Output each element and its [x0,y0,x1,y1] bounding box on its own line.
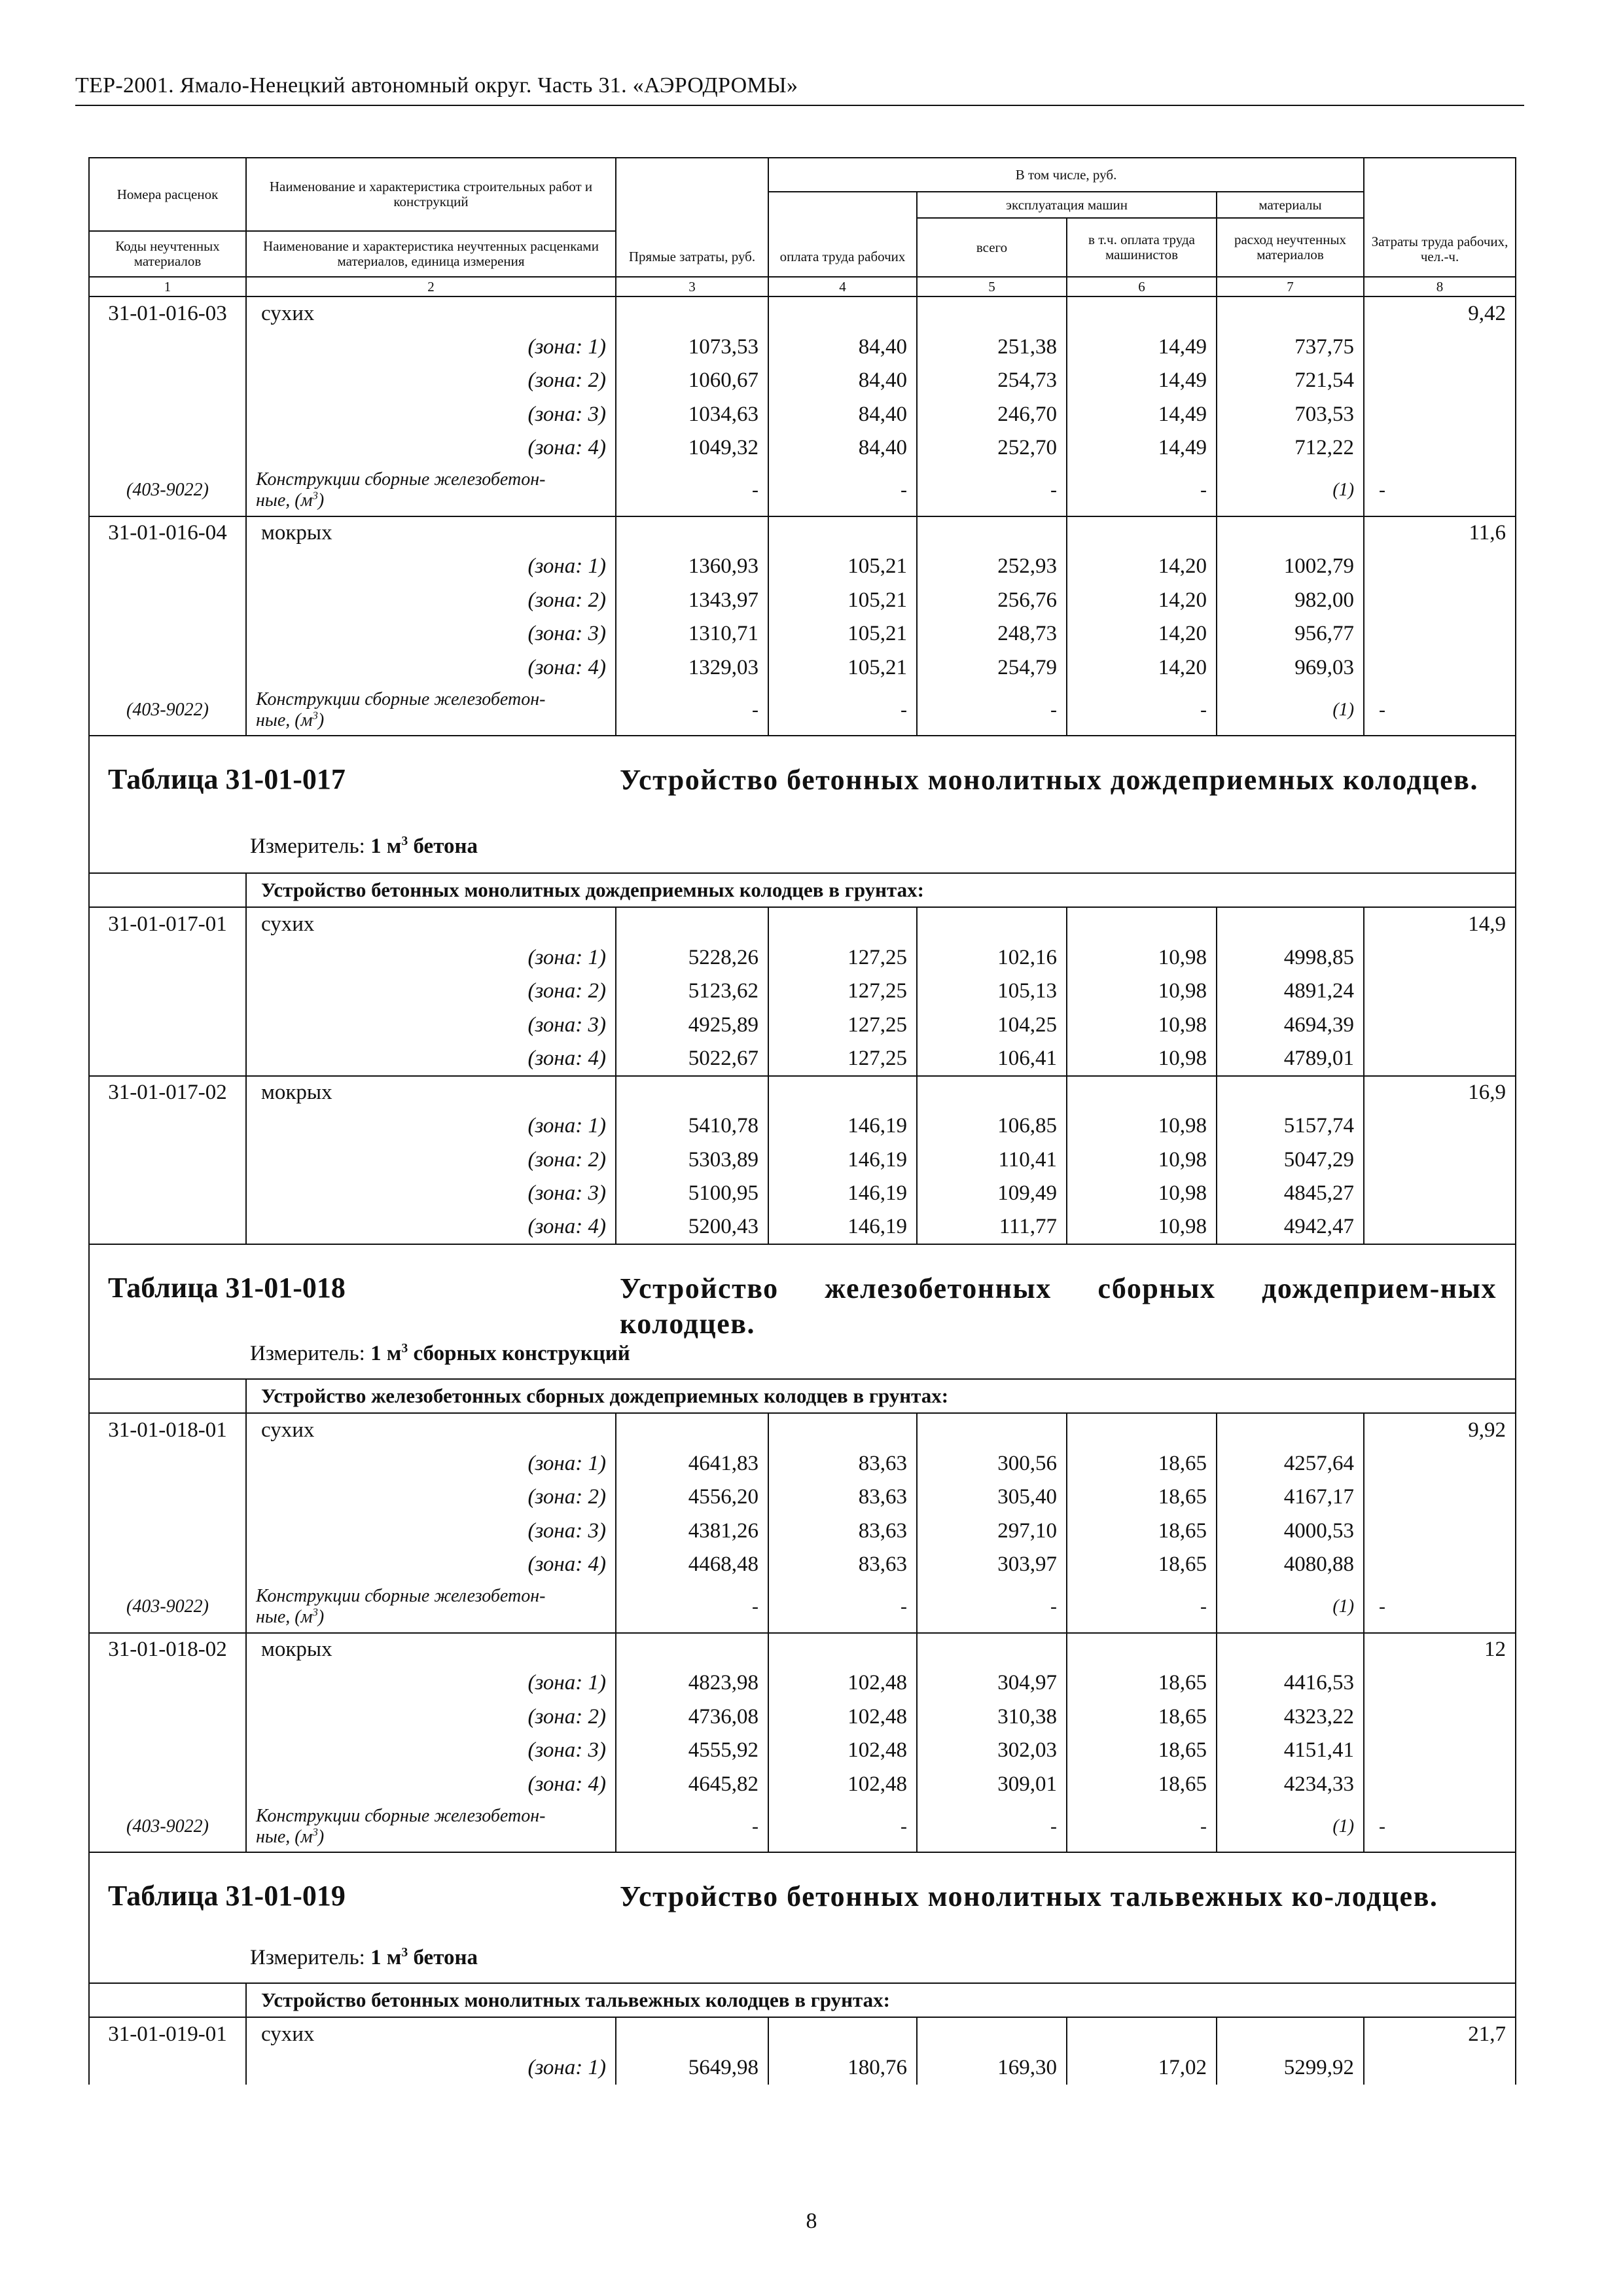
table-row [89,1009,1516,1043]
table-row [89,1177,1516,1211]
materials-cost: 1002,79 [1217,550,1364,584]
col-num-8: 8 [1364,277,1516,296]
zone-label: (зона: 2) [246,975,616,1009]
materials-cost: 4151,41 [1217,1734,1364,1768]
rate-code: 31-01-017-01 [89,907,246,941]
materials-cost: 4416,53 [1217,1666,1364,1700]
machine-total: 304,97 [917,1666,1067,1700]
machine-total: 104,25 [917,1009,1067,1043]
table-row [89,1480,1516,1515]
labor-cost: 16,9 [1364,1076,1516,1110]
col-num-3: 3 [616,277,768,296]
machine-total: 310,38 [917,1700,1067,1734]
table-section-018 [89,1244,1516,1379]
operator-pay: 10,98 [1067,1143,1217,1177]
operator-pay: 14,20 [1067,651,1217,685]
material-code: (403-9022) [89,685,246,736]
material-row [89,1582,1516,1633]
machine-total: 300,56 [917,1447,1067,1481]
page-number: 8 [806,2209,817,2233]
materials-cost: 737,75 [1217,331,1364,365]
rate-code: 31-01-016-04 [89,516,246,550]
operator-pay: 14,20 [1067,550,1217,584]
machine-total: 106,85 [917,1109,1067,1143]
materials-cost: 5299,92 [1217,2051,1364,2085]
zone-label: (зона: 4) [246,1042,616,1076]
table-row [89,907,1516,941]
worker-pay: 146,19 [768,1211,917,1245]
rate-name: мокрых [246,516,616,550]
machine-total: 254,73 [917,364,1067,398]
table-section-017 [89,736,1516,873]
table-row [89,296,1516,331]
direct-cost: 5649,98 [616,2051,768,2085]
materials-cost: 969,03 [1217,651,1364,685]
zone-label: (зона: 1) [246,1447,616,1481]
dash: - [917,1801,1067,1852]
labor-cost: 9,42 [1364,296,1516,331]
col4-header: оплата труда рабочих [768,192,917,277]
subheader-text: Устройство бетонных монолитных тальвежных колодцев в грунтах: [246,1983,1516,2017]
col1-header-b: Коды неучтенных материалов [89,231,246,277]
worker-pay: 127,25 [768,941,917,975]
materials-cost: 4942,47 [1217,1211,1364,1245]
materials-cost: 4845,27 [1217,1177,1364,1211]
worker-pay: 146,19 [768,1177,917,1211]
materials-cost: 5157,74 [1217,1109,1364,1143]
dash: - [1067,465,1217,516]
zone-label: (зона: 3) [246,1009,616,1043]
col2-header-b: Наименование и характеристика неучтенных расценками материалов, единица измерения [246,231,616,277]
section-subheader [89,1379,1516,1413]
direct-cost: 4556,20 [616,1480,768,1515]
zone-label: (зона: 1) [246,2051,616,2085]
worker-pay: 102,48 [768,1666,917,1700]
dash: - [1364,685,1516,736]
col2-header-a: Наименование и характеристика строительных работ и конструкций [246,158,616,231]
table-row [89,975,1516,1009]
direct-cost: 5228,26 [616,941,768,975]
operator-pay: 14,49 [1067,364,1217,398]
direct-cost: 4555,92 [616,1734,768,1768]
direct-cost: 1049,32 [616,431,768,465]
worker-pay: 146,19 [768,1143,917,1177]
worker-pay: 102,48 [768,1734,917,1768]
dash: - [1364,465,1516,516]
worker-pay: 84,40 [768,398,917,432]
col5-header: всего [917,218,1067,277]
worker-pay: 84,40 [768,431,917,465]
dash: - [616,465,768,516]
section-title: Устройство бетонных монолитных дождеприемных колодцев. [620,764,1478,796]
col-num-5: 5 [917,277,1067,296]
table-row [89,1413,1516,1447]
operator-pay: 18,65 [1067,1666,1217,1700]
worker-pay: 127,25 [768,1009,917,1043]
section-title: Устройство бетонных монолитных тальвежных ко-лодцев. [620,1880,1438,1912]
dash: - [917,685,1067,736]
worker-pay: 105,21 [768,617,917,651]
material-code: (403-9022) [89,1582,246,1633]
table-row [89,431,1516,465]
materials-cost: 4234,33 [1217,1768,1364,1802]
direct-cost: 5303,89 [616,1143,768,1177]
price-table-container [88,157,1515,2085]
section-title: Устройство железобетонных сборных дождеприем-ных колодцев. [620,1272,1497,1340]
worker-pay: 105,21 [768,584,917,618]
table-row [89,398,1516,432]
material-qty: (1) [1217,1801,1364,1852]
zone-label: (зона: 3) [246,1734,616,1768]
zone-label: (зона: 2) [246,1700,616,1734]
table-row [89,1447,1516,1481]
zone-label: (зона: 3) [246,1177,616,1211]
table-row [89,516,1516,550]
machine-total: 254,79 [917,651,1067,685]
zone-label: (зона: 1) [246,550,616,584]
zone-label: (зона: 1) [246,331,616,365]
table-row [89,1076,1516,1110]
materials-cost: 5047,29 [1217,1143,1364,1177]
labor-cost: 12 [1364,1633,1516,1667]
operator-pay: 14,20 [1067,584,1217,618]
direct-cost: 1310,71 [616,617,768,651]
rate-code: 31-01-018-01 [89,1413,246,1447]
rate-name: сухих [246,2017,616,2051]
table-row [89,1515,1516,1549]
dash: - [768,1582,917,1633]
machine-total: 105,13 [917,975,1067,1009]
zone-label: (зона: 4) [246,1768,616,1802]
material-row [89,1801,1516,1852]
worker-pay: 83,63 [768,1480,917,1515]
material-qty: (1) [1217,685,1364,736]
subheader-text: Устройство бетонных монолитных дождеприемных колодцев в грунтах: [246,873,1516,907]
zone-label: (зона: 1) [246,1666,616,1700]
operator-pay: 10,98 [1067,1211,1217,1245]
material-name: Конструкции сборные железобетон- ные, $(м^3)$ [246,465,616,516]
materials-cost: 4789,01 [1217,1042,1364,1076]
material-qty: (1) [1217,465,1364,516]
worker-pay: 102,48 [768,1700,917,1734]
dash: - [616,1801,768,1852]
incl-header: В том числе, руб. [768,158,1364,192]
machine-total: 309,01 [917,1768,1067,1802]
machine-total: 111,77 [917,1211,1067,1245]
direct-cost: 1343,97 [616,584,768,618]
rate-code: 31-01-016-03 [89,296,246,331]
table-row [89,584,1516,618]
operator-pay: 18,65 [1067,1548,1217,1582]
materials-cost: 703,53 [1217,398,1364,432]
operator-pay: 18,65 [1067,1768,1217,1802]
col6-header: в т.ч. оплата труда машинистов [1067,218,1217,277]
zone-label: (зона: 1) [246,1109,616,1143]
rate-name: мокрых [246,1633,616,1667]
dash: - [1067,1801,1217,1852]
material-code: (403-9022) [89,465,246,516]
zone-label: (зона: 2) [246,1480,616,1515]
operator-pay: 18,65 [1067,1480,1217,1515]
machine-total: 252,93 [917,550,1067,584]
operator-pay: 10,98 [1067,1009,1217,1043]
table-row [89,2017,1516,2051]
price-table [88,157,1516,2085]
section-measure: Измеритель: 1 $м^3$ сборных конструкций [250,1341,630,1365]
dash: - [768,465,917,516]
zone-label: (зона: 4) [246,651,616,685]
materials-cost: 956,77 [1217,617,1364,651]
zone-label: (зона: 3) [246,1515,616,1549]
table-row [89,1042,1516,1076]
worker-pay: 146,19 [768,1109,917,1143]
col7-header: расход неучтенных материалов [1217,218,1364,277]
materials-cost: 982,00 [1217,584,1364,618]
dash: - [768,685,917,736]
dash: - [917,465,1067,516]
rate-code: 31-01-019-01 [89,2017,246,2051]
table-row [89,617,1516,651]
table-row [89,1548,1516,1582]
operator-pay: 18,65 [1067,1447,1217,1481]
operator-pay: 10,98 [1067,1042,1217,1076]
machine-total: 248,73 [917,617,1067,651]
table-row [89,651,1516,685]
operator-pay: 14,20 [1067,617,1217,651]
machine-total: 246,70 [917,398,1067,432]
direct-cost: 4736,08 [616,1700,768,1734]
table-row [89,941,1516,975]
materials-cost: 712,22 [1217,431,1364,465]
worker-pay: 105,21 [768,651,917,685]
operator-pay: 10,98 [1067,975,1217,1009]
machine-total: 102,16 [917,941,1067,975]
exp-header: эксплуатация машин [917,192,1217,218]
worker-pay: 83,63 [768,1548,917,1582]
direct-cost: 1329,03 [616,651,768,685]
table-section-019 [89,1852,1516,1983]
zone-label: (зона: 3) [246,617,616,651]
material-name: Конструкции сборные железобетон- ные, $(м^3)$ [246,1801,616,1852]
machine-total: 169,30 [917,2051,1067,2085]
operator-pay: 18,65 [1067,1515,1217,1549]
zone-label: (зона: 1) [246,941,616,975]
table-row [89,331,1516,365]
labor-cost: 9,92 [1364,1413,1516,1447]
zone-label: (зона: 3) [246,398,616,432]
direct-cost: 5123,62 [616,975,768,1009]
direct-cost: 5410,78 [616,1109,768,1143]
machine-total: 297,10 [917,1515,1067,1549]
material-qty: (1) [1217,1582,1364,1633]
materials-cost: 4891,24 [1217,975,1364,1009]
labor-cost: 14,9 [1364,907,1516,941]
table-row [89,2051,1516,2085]
operator-pay: 14,49 [1067,431,1217,465]
direct-cost: 5200,43 [616,1211,768,1245]
machine-total: 110,41 [917,1143,1067,1177]
direct-cost: 4645,82 [616,1768,768,1802]
direct-cost: 5022,67 [616,1042,768,1076]
worker-pay: 127,25 [768,975,917,1009]
direct-cost: 4641,83 [616,1447,768,1481]
operator-pay: 18,65 [1067,1700,1217,1734]
rate-name: сухих [246,296,616,331]
dash: - [1067,1582,1217,1633]
zone-label: (зона: 4) [246,1548,616,1582]
machine-total: 251,38 [917,331,1067,365]
table-row [89,1211,1516,1245]
material-row [89,685,1516,736]
direct-cost: 4925,89 [616,1009,768,1043]
labor-cost: 11,6 [1364,516,1516,550]
labor-cost: 21,7 [1364,2017,1516,2051]
mats-header: материалы [1217,192,1364,218]
materials-cost: 721,54 [1217,364,1364,398]
col8-header: Затраты труда рабочих, чел.-ч. [1364,158,1516,277]
section-label: Таблица 31-01-019 [108,1880,346,1912]
direct-cost: 1034,63 [616,398,768,432]
rate-name: мокрых [246,1076,616,1110]
table-row [89,1734,1516,1768]
direct-cost: 4823,98 [616,1666,768,1700]
col-num-4: 4 [768,277,917,296]
direct-cost: 5100,95 [616,1177,768,1211]
col3-header: Прямые затраты, руб. [616,158,768,277]
dash: - [1067,685,1217,736]
direct-cost: 4468,48 [616,1548,768,1582]
machine-total: 106,41 [917,1042,1067,1076]
operator-pay: 10,98 [1067,1177,1217,1211]
zone-label: (зона: 2) [246,364,616,398]
material-name: Конструкции сборные железобетон- ные, $(м^3)$ [246,1582,616,1633]
table-row [89,1666,1516,1700]
rate-name: сухих [246,1413,616,1447]
section-measure: Измеритель: 1 $м^3$ бетона [250,834,478,858]
materials-cost: 4323,22 [1217,1700,1364,1734]
worker-pay: 83,63 [768,1515,917,1549]
rate-code: 31-01-018-02 [89,1633,246,1667]
operator-pay: 14,49 [1067,331,1217,365]
dash: - [1364,1801,1516,1852]
machine-total: 109,49 [917,1177,1067,1211]
materials-cost: 4000,53 [1217,1515,1364,1549]
operator-pay: 10,98 [1067,941,1217,975]
zone-label: (зона: 2) [246,584,616,618]
rate-code: 31-01-017-02 [89,1076,246,1110]
machine-total: 302,03 [917,1734,1067,1768]
table-row [89,364,1516,398]
material-name: Конструкции сборные железобетон- ные, $(м^3)$ [246,685,616,736]
worker-pay: 84,40 [768,364,917,398]
dash: - [1364,1582,1516,1633]
zone-label: (зона: 4) [246,431,616,465]
worker-pay: 180,76 [768,2051,917,2085]
table-row [89,1633,1516,1667]
section-subheader [89,873,1516,907]
materials-cost: 4998,85 [1217,941,1364,975]
page-header: ТЕР-2001. Ямало-Ненецкий автономный округ. Часть 31. «АЭРОДРОМЫ» [75,73,798,98]
operator-pay: 18,65 [1067,1734,1217,1768]
rate-name: сухих [246,907,616,941]
col-num-2: 2 [246,277,616,296]
operator-pay: 14,49 [1067,398,1217,432]
operator-pay: 10,98 [1067,1109,1217,1143]
materials-cost: 4694,39 [1217,1009,1364,1043]
material-row [89,465,1516,516]
dash: - [616,1582,768,1633]
zone-label: (зона: 4) [246,1211,616,1245]
table-row [89,1768,1516,1802]
machine-total: 303,97 [917,1548,1067,1582]
worker-pay: 83,63 [768,1447,917,1481]
subheader-text: Устройство железобетонных сборных дождеприемных колодцев в грунтах: [246,1379,1516,1413]
dash: - [768,1801,917,1852]
header-rule [75,105,1524,106]
worker-pay: 84,40 [768,331,917,365]
col-num-7: 7 [1217,277,1364,296]
worker-pay: 105,21 [768,550,917,584]
section-label: Таблица 31-01-018 [108,1272,346,1304]
table-row [89,1143,1516,1177]
machine-total: 256,76 [917,584,1067,618]
col1-header-a: Номера расценок [89,158,246,231]
section-subheader [89,1983,1516,2017]
machine-total: 252,70 [917,431,1067,465]
direct-cost: 1073,53 [616,331,768,365]
direct-cost: 4381,26 [616,1515,768,1549]
operator-pay: 17,02 [1067,2051,1217,2085]
section-label: Таблица 31-01-017 [108,763,346,795]
worker-pay: 102,48 [768,1768,917,1802]
table-row [89,1700,1516,1734]
materials-cost: 4167,17 [1217,1480,1364,1515]
machine-total: 305,40 [917,1480,1067,1515]
table-row [89,1109,1516,1143]
col-num-1: 1 [89,277,246,296]
zone-label: (зона: 2) [246,1143,616,1177]
dash: - [616,685,768,736]
section-measure: Измеритель: 1 $м^3$ бетона [250,1945,478,1969]
materials-cost: 4080,88 [1217,1548,1364,1582]
col-num-6: 6 [1067,277,1217,296]
direct-cost: 1060,67 [616,364,768,398]
dash: - [917,1582,1067,1633]
table-row [89,550,1516,584]
worker-pay: 127,25 [768,1042,917,1076]
material-code: (403-9022) [89,1801,246,1852]
materials-cost: 4257,64 [1217,1447,1364,1481]
direct-cost: 1360,93 [616,550,768,584]
